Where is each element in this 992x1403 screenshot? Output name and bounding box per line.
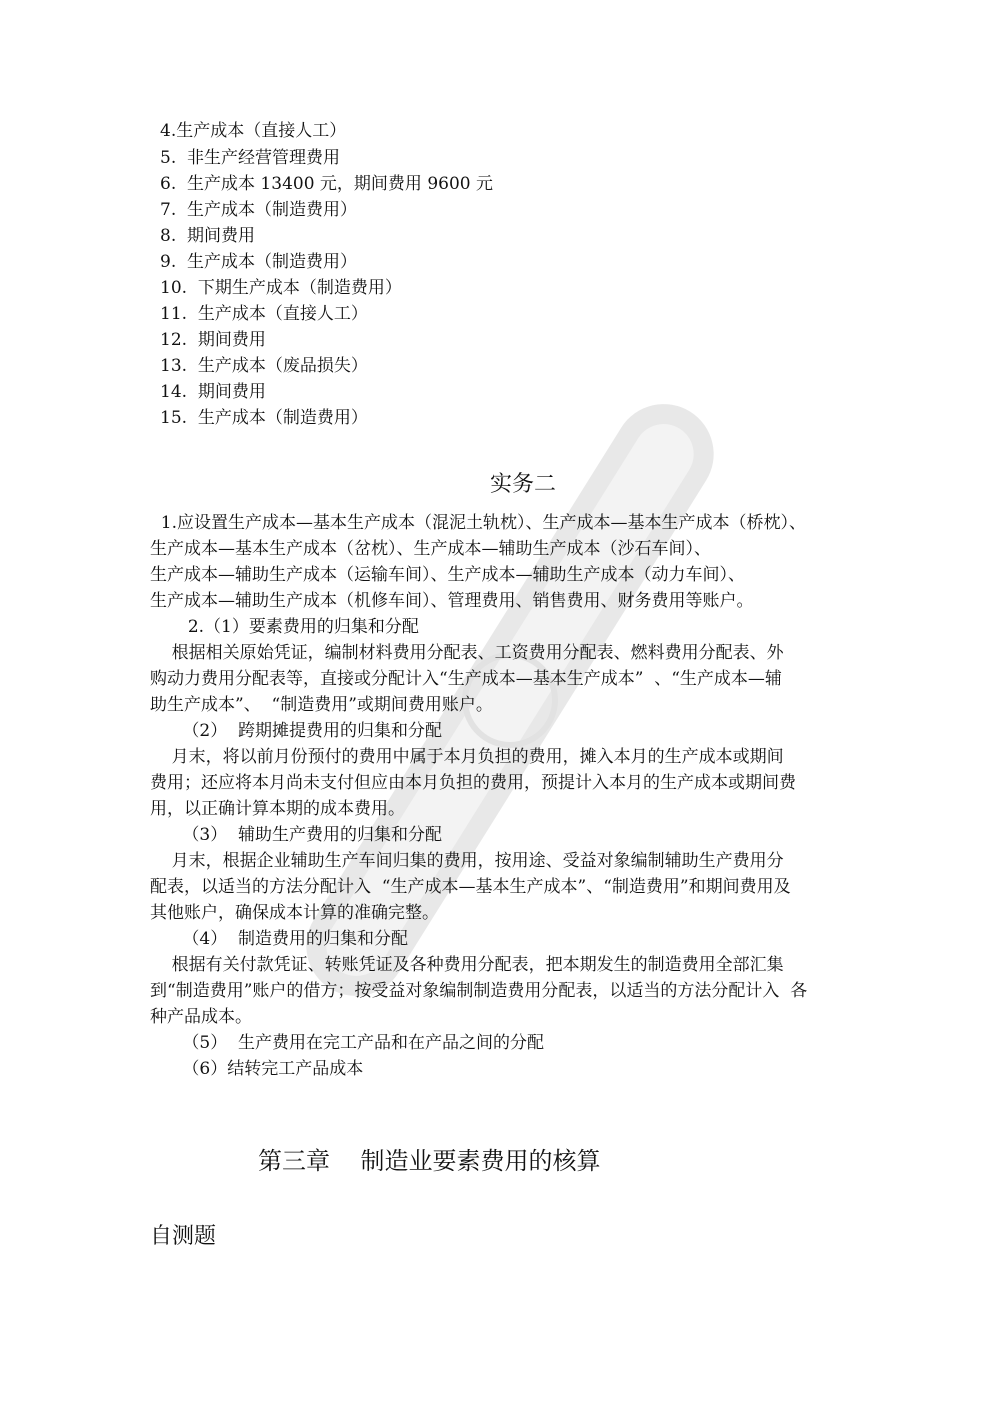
body-line: 种产品成本。 xyxy=(150,1007,252,1027)
body-line: 1.应设置生产成本—基本生产成本（混泥土轨枕）、生产成本—基本生产成本（桥枕）、 xyxy=(150,513,807,533)
body-line: 生产成本—基本生产成本（岔枕）、生产成本—辅助生产成本（沙石车间）、 xyxy=(150,539,711,559)
body-line: （5） 生产费用在完工产品和在产品之间的分配 xyxy=(150,1033,545,1053)
body-line: 月末，将以前月份预付的费用中属于本月负担的费用，摊入本月的生产成本或期间 xyxy=(150,747,784,767)
body-line: （4） 制造费用的归集和分配 xyxy=(150,929,409,949)
answer-item: 5. 非生产经营管理费用 xyxy=(160,148,341,168)
answer-item: 11. 生产成本（直接人工） xyxy=(160,304,368,324)
section-title: 实务二 xyxy=(490,472,557,497)
answer-item: 12. 期间费用 xyxy=(160,330,266,350)
body-line: （3） 辅助生产费用的归集和分配 xyxy=(150,825,443,845)
body-line: 购动力费用分配表等，直接或分配计入“生产成本—基本生产成本” 、“生产成本—辅 xyxy=(150,669,782,689)
body-line: 月末，根据企业辅助生产车间归集的费用，按用途、受益对象编制辅助生产费用分 xyxy=(150,851,784,871)
chapter-title: 第三章 制造业要素费用的核算 xyxy=(258,1147,601,1175)
answer-item: 4.生产成本（直接人工） xyxy=(160,121,347,141)
answer-item: 14. 期间费用 xyxy=(160,382,266,402)
body-line: 2.（1）要素费用的归集和分配 xyxy=(150,617,419,637)
body-line: 其他账户，确保成本计算的准确完整。 xyxy=(150,903,439,923)
body-line: 生产成本—辅助生产成本（机修车间）、管理费用、销售费用、财务费用等账户。 xyxy=(150,591,754,611)
answer-item: 13. 生产成本（废品损失） xyxy=(160,356,368,376)
answer-item: 6. 生产成本 13400 元，期间费用 9600 元 xyxy=(160,174,493,194)
answer-item: 9. 生产成本（制造费用） xyxy=(160,252,358,272)
answer-item: 7. 生产成本（制造费用） xyxy=(160,200,358,220)
body-line: 生产成本—辅助生产成本（运输车间）、生产成本—辅助生产成本（动力车间）、 xyxy=(150,565,745,585)
body-line: 助生产成本”、 “制造费用”或期间费用账户。 xyxy=(150,695,493,715)
body-line: 到“制造费用”账户的借方；按受益对象编制制造费用分配表，以适当的方法分配计入 各 xyxy=(150,981,808,1001)
body-line: 配表，以适当的方法分配计入 “生产成本—基本生产成本”、“制造费用”和期间费用及 xyxy=(150,877,791,897)
body-line: 用，以正确计算本期的成本费用。 xyxy=(150,799,405,819)
body-line: （6）结转完工产品成本 xyxy=(150,1059,364,1079)
body-line: 费用；还应将本月尚未支付但应由本月负担的费用，预提计入本月的生产成本或期间费 xyxy=(150,773,796,793)
body-line: 根据相关原始凭证，编制材料费用分配表、工资费用分配表、燃料费用分配表、外 xyxy=(150,643,784,663)
answer-item: 10. 下期生产成本（制造费用） xyxy=(160,278,402,298)
answer-item: 8. 期间费用 xyxy=(160,226,256,246)
answer-item: 15. 生产成本（制造费用） xyxy=(160,408,368,428)
subsection-title: 自测题 xyxy=(150,1224,217,1249)
body-line: （2） 跨期摊提费用的归集和分配 xyxy=(150,721,443,741)
body-line: 根据有关付款凭证、转账凭证及各种费用分配表，把本期发生的制造费用全部汇集 xyxy=(150,955,784,975)
